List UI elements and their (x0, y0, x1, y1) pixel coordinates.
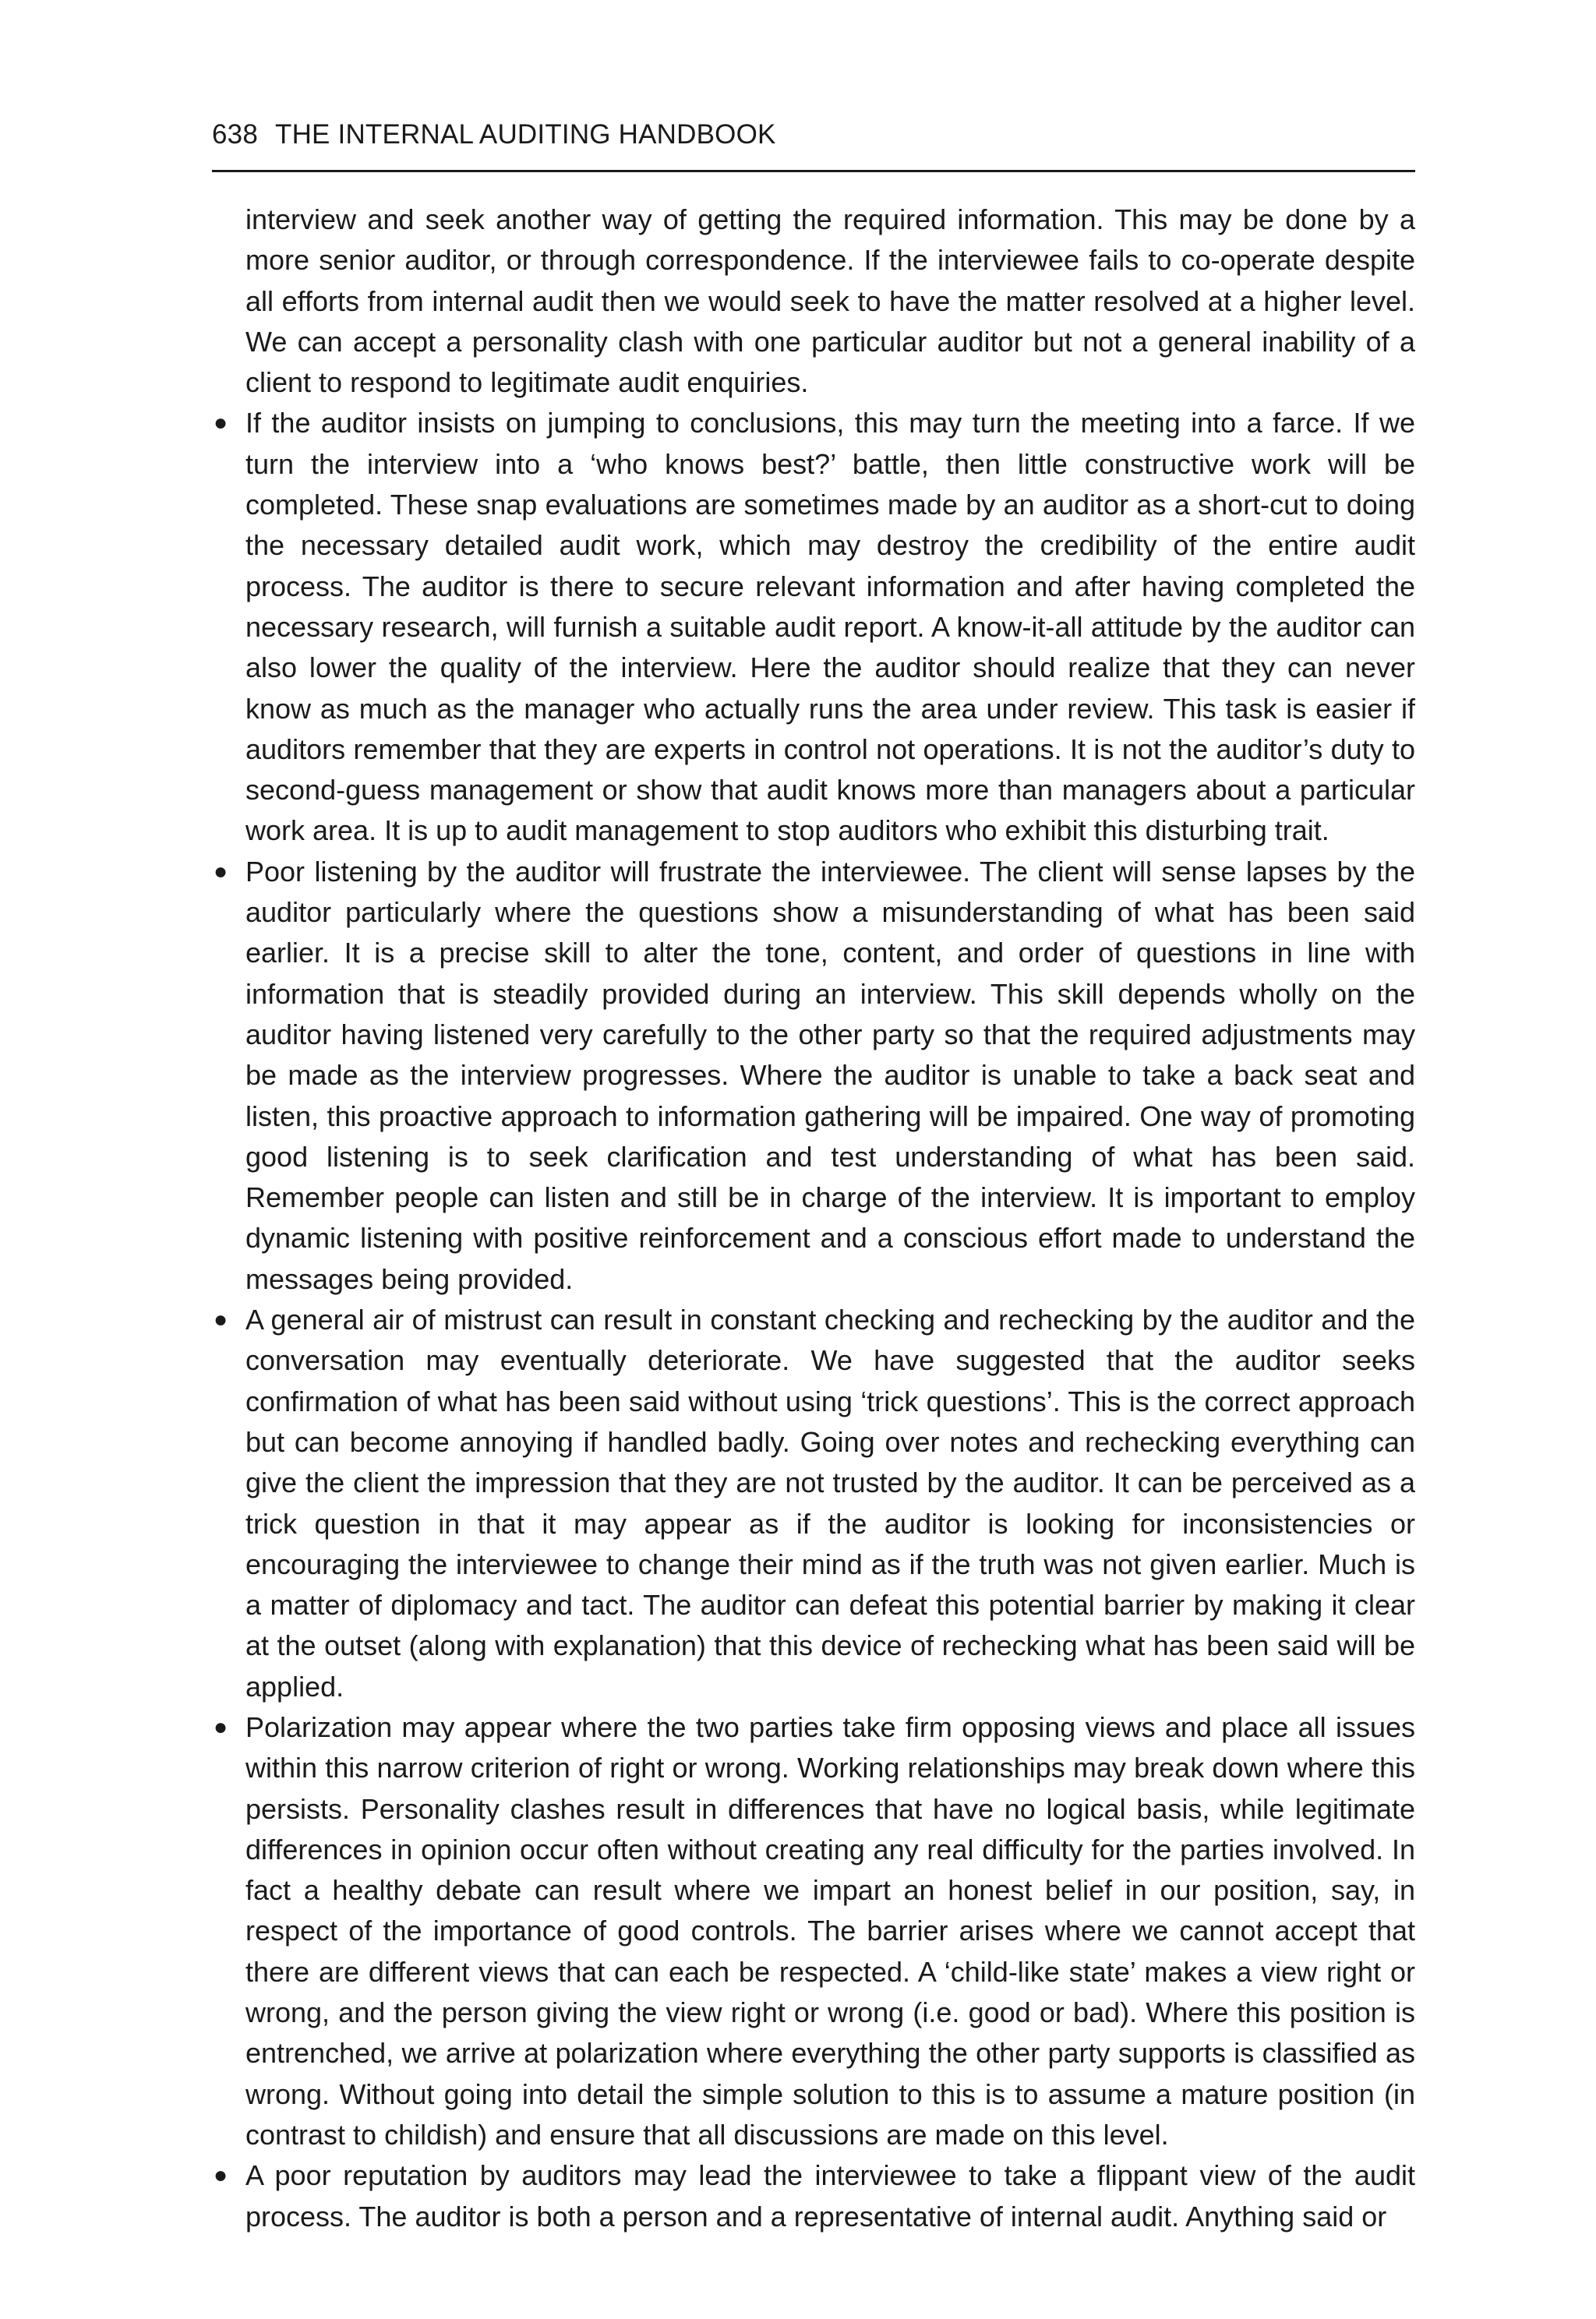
bullet-item-polarization (212, 1707, 1415, 2155)
bullet-list (212, 403, 1415, 2236)
bullet-icon (214, 1300, 228, 1340)
bullet-icon (214, 2155, 228, 2196)
book-title: THE INTERNAL AUDITING HANDBOOK (275, 119, 776, 150)
running-header (212, 118, 1415, 172)
bullet-text: Poor listening by the auditor will frustrate the interviewee. The client will sense lapses by the auditor particularly where the questions show a misunderstanding of what has been said earlier. It is a precise skill to alter the tone, content, and order of questions in line with information that is steadily provided during an interview. This skill depends wholly on the auditor having listened very carefully to the other party so that the required adjustments may be made as the interview progresses. Where the auditor is unable to take a back seat and listen, this proactive approach to information gathering will be impaired. One way of promoting good listening is to seek clarification and test understanding of what has been said. Remember people can listen and still be in charge of the interview. It is important to employ dynamic listening with positive reinforcement and a conscious effort made to understand the messages being provided. (245, 855, 1415, 1295)
page-number: 638 (212, 119, 258, 150)
bullet-icon (214, 403, 228, 443)
continuation-paragraph: interview and seek another way of getting the required information. This may be done by a more senior auditor, or through correspondence. If the interviewee fails to co-operate despite all efforts from internal audit then we would seek to have the matter resolved at a higher level. We can accept a personality clash with one particular auditor but not a general inability of a client to respond to legitimate audit enquiries. (245, 203, 1415, 399)
bullet-icon (214, 1707, 228, 1748)
bullet-item-jumping-to-conclusions (212, 403, 1415, 851)
bullet-text: A poor reputation by auditors may lead the interviewee to take a flippant view of the audit process. The auditor is both a person and a representative of internal audit. Anything said or (245, 2159, 1415, 2233)
bullet-text: If the auditor insists on jumping to conclusions, this may turn the meeting into a farce. If we turn the interview into a ‘who knows best?’ battle, then little constructive work will be completed. These snap evaluations are sometimes made by an auditor as a short-cut to doing the necessary detailed audit work, which may destroy the credibility of the entire audit process. The auditor is there to secure relevant information and after having completed the necessary research, will furnish a suitable audit report. A know-it-all attitude by the auditor can also lower the quality of the interview. Here the auditor should realize that they can never know as much as the manager who actually runs the area under review. This task is easier if auditors remember that they are experts in control not operations. It is not the auditor’s duty to second-guess management or show that audit knows more than managers about a particular work area. It is up to audit management to stop auditors who exhibit this disturbing trait. (245, 407, 1415, 847)
bullet-text: A general air of mistrust can result in constant checking and rechecking by the auditor and the conversation may eventually deteriorate. We have suggested that the auditor seeks confirmation of what has been said without using ‘trick questions’. This is the correct approach but can become annoying if handled badly. Going over notes and rechecking everything can give the client the impression that they are not trusted by the auditor. It can be perceived as a trick question in that it may appear as if the auditor is looking for inconsistencies or encouraging the interviewee to change their mind as if the truth was not given earlier. Much is a matter of diplomacy and tact. The auditor can defeat this potential barrier by making it clear at the outset (along with explanation) that this device of rechecking what has been said will be applied. (245, 1304, 1415, 1703)
bullet-item-poor-reputation (212, 2155, 1415, 2237)
bullet-item-mistrust (212, 1300, 1415, 1707)
bullet-text: Polarization may appear where the two parties take firm opposing views and place all issues within this narrow criterion of right or wrong. Working relationships may break down where this persists. Personality clashes result in differences that have no logical basis, while legitimate differences in opinion occur often without creating any real difficulty for the parties involved. In fact a healthy debate can result where we impart an honest belief in our position, say, in respect of the importance of good controls. The barrier arises where we cannot accept that there are different views that can each be respected. A ‘child-like state’ makes a view right or wrong, and the person giving the view right or wrong (i.e. good or bad). Where this position is entrenched, we arrive at polarization where everything the other party supports is classified as wrong. Without going into detail the simple solution to this is to assume a mature position (in contrast to childish) and ensure that all discussions are made on this level. (245, 1710, 1415, 2151)
bullet-icon (214, 852, 228, 892)
body-text (212, 199, 1415, 2237)
bullet-item-poor-listening (212, 852, 1415, 1300)
